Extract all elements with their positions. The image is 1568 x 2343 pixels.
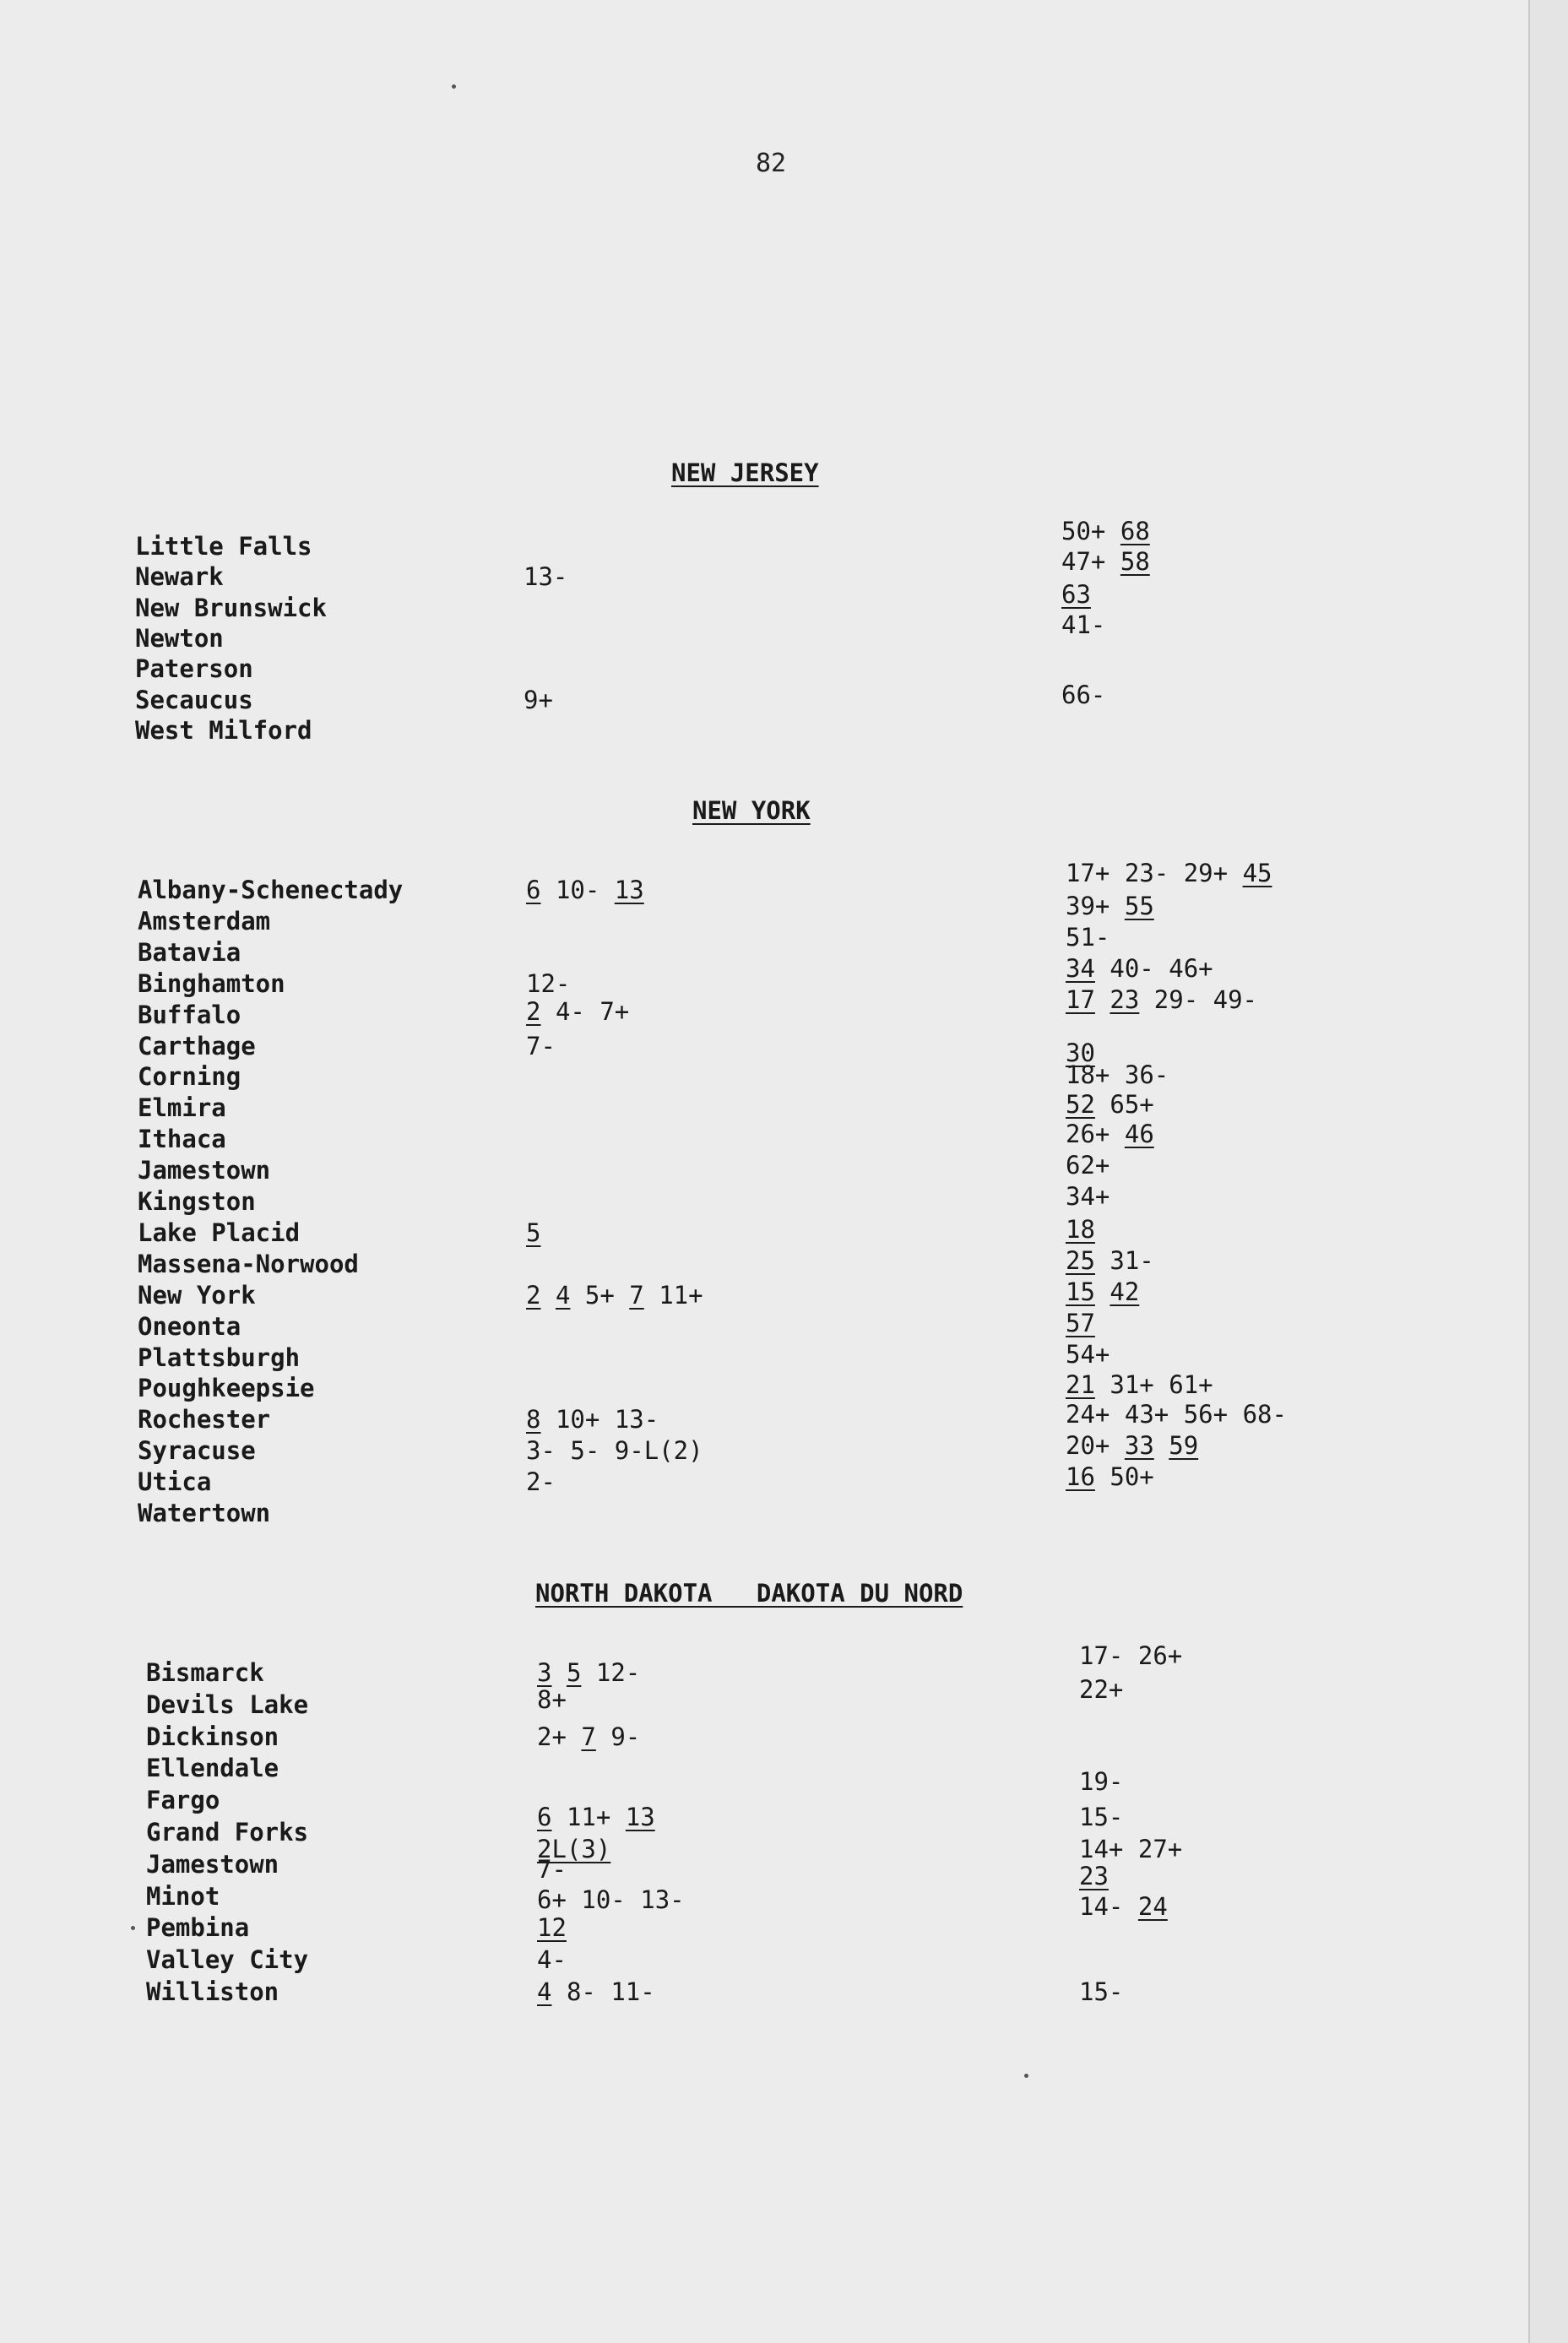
place-name: Pembina [146, 1913, 250, 1942]
code: 62+ [1066, 1151, 1110, 1180]
mid-codes [537, 1913, 567, 1942]
right-codes [1066, 1431, 1198, 1460]
underlined-code: 6 [526, 876, 541, 904]
underlined-code: 30 [1066, 1039, 1095, 1067]
right-codes [1066, 1246, 1154, 1275]
place-name: Utica [138, 1467, 212, 1496]
right-codes [1066, 1309, 1095, 1337]
place-name: Jamestown [146, 1850, 279, 1879]
underlined-code: 34 [1066, 954, 1095, 983]
underlined-code: 5 [526, 1218, 541, 1247]
right-codes [1066, 1277, 1139, 1306]
place-name: Batavia [138, 938, 241, 967]
place-name: Corning [138, 1062, 241, 1091]
code: 6+ [537, 1885, 567, 1914]
code: 12- [595, 1658, 641, 1687]
right-codes [1066, 1182, 1110, 1211]
code: 24+ [1066, 1400, 1110, 1429]
right-codes [1061, 547, 1150, 576]
underlined-code: 25 [1066, 1246, 1095, 1275]
place-name: Buffalo [138, 1001, 241, 1029]
code: 7- [537, 1855, 567, 1884]
place-name: Grand Forks [146, 1818, 309, 1847]
underlined-code: 7 [581, 1722, 596, 1751]
right-codes [1066, 892, 1154, 920]
code: 17+ [1066, 859, 1110, 887]
underlined-code: 23 [1110, 985, 1140, 1014]
code: 47+ [1061, 547, 1106, 576]
underlined-code: 57 [1066, 1309, 1095, 1337]
code: 43+ [1124, 1400, 1169, 1429]
right-codes [1066, 1215, 1095, 1244]
underlined-code: 59 [1169, 1431, 1199, 1460]
code: 4- [537, 1945, 567, 1974]
place-name: New Brunswick [135, 594, 327, 622]
underlined-code: 63 [1061, 580, 1091, 609]
right-codes [1061, 610, 1105, 639]
place-name: New York [138, 1281, 256, 1310]
code: 29+ [1183, 859, 1229, 887]
code: 49- [1213, 985, 1258, 1014]
code: 26+ [1137, 1641, 1183, 1670]
mid-codes [537, 1945, 567, 1974]
mid-codes [537, 1885, 685, 1914]
code: 9- [610, 1722, 641, 1751]
code: 61+ [1169, 1370, 1213, 1399]
place-name: Williston [146, 1977, 279, 2006]
code: 11+ [659, 1281, 703, 1310]
underlined-code: 24 [1137, 1892, 1168, 1921]
place-name: Massena-Norwood [138, 1250, 359, 1278]
right-codes [1079, 1862, 1109, 1890]
page-number: 82 [756, 149, 787, 178]
code: 9-L(2) [614, 1436, 703, 1465]
right-codes [1079, 1767, 1123, 1796]
code: 54+ [1066, 1340, 1110, 1369]
speck [452, 84, 456, 89]
right-codes [1079, 1675, 1123, 1704]
underlined-code: 23 [1079, 1862, 1109, 1890]
place-name: Carthage [138, 1032, 256, 1060]
underlined-code: 7 [629, 1281, 644, 1310]
code: 13- [524, 562, 568, 591]
code: 18+ [1066, 1060, 1110, 1089]
code: 17- [1079, 1641, 1124, 1670]
code: 65+ [1110, 1090, 1154, 1119]
place-name: Secaucus [135, 686, 253, 714]
code: 9+ [524, 686, 553, 714]
mid-codes [524, 686, 553, 714]
mid-codes [526, 997, 629, 1026]
code: 8- [566, 1977, 596, 2006]
code: 26+ [1066, 1120, 1110, 1148]
right-codes [1061, 580, 1091, 609]
underlined-code: 18 [1066, 1215, 1095, 1244]
code: 22+ [1079, 1675, 1124, 1704]
code: 5+ [584, 1281, 615, 1310]
place-name: Newark [135, 562, 224, 591]
code: 34+ [1066, 1182, 1110, 1211]
speck [1024, 2074, 1028, 2078]
right-codes [1066, 1151, 1110, 1180]
underlined-code: 4 [555, 1281, 571, 1310]
place-name: Little Falls [135, 532, 312, 561]
code: 10- [555, 876, 600, 904]
code: 8+ [537, 1685, 567, 1714]
code: 40- [1110, 954, 1154, 983]
mid-codes [526, 1032, 556, 1060]
place-name: Jamestown [138, 1156, 271, 1185]
code: 15- [1079, 1803, 1124, 1831]
underlined-code: 2L(3) [537, 1835, 611, 1863]
code: 31- [1110, 1246, 1154, 1275]
place-name: Syracuse [138, 1436, 256, 1465]
right-codes [1066, 1462, 1154, 1491]
underlined-code: 13 [625, 1803, 655, 1831]
code: 29- [1153, 985, 1199, 1014]
underlined-code: 13 [614, 876, 644, 904]
mid-codes [537, 1977, 655, 2006]
code: 68- [1242, 1400, 1287, 1429]
mid-codes [537, 1855, 567, 1884]
right-codes [1066, 985, 1257, 1014]
underlined-code: 2 [526, 1281, 541, 1310]
code: 11- [610, 1977, 655, 2006]
underlined-code: 12 [537, 1913, 567, 1942]
place-name: Dickinson [146, 1722, 279, 1751]
place-name: Binghamton [138, 969, 285, 998]
code: 11+ [566, 1803, 611, 1831]
underlined-code: 3 [537, 1658, 552, 1687]
right-codes [1079, 1977, 1123, 2006]
code: 23- [1124, 859, 1169, 887]
code: 14+ [1079, 1835, 1124, 1863]
right-codes [1079, 1892, 1168, 1921]
right-codes [1066, 923, 1110, 952]
place-name: Valley City [146, 1945, 309, 1974]
place-name: Newton [135, 624, 224, 653]
code: 13- [640, 1885, 685, 1914]
code: 2- [526, 1467, 556, 1496]
code: 7- [526, 1032, 556, 1060]
underlined-code: 4 [537, 1977, 552, 2006]
code: 3- [526, 1436, 556, 1465]
underlined-code: 52 [1066, 1090, 1095, 1119]
place-name: Kingston [138, 1187, 256, 1216]
right-codes [1061, 681, 1105, 709]
right-codes [1066, 1060, 1169, 1089]
code: 50+ [1061, 517, 1106, 545]
code: 41- [1061, 610, 1106, 639]
mid-codes [537, 1658, 640, 1687]
place-name: Ithaca [138, 1125, 226, 1153]
mid-codes [524, 562, 567, 591]
underlined-code: 17 [1066, 985, 1095, 1014]
mid-codes [526, 1281, 703, 1310]
mid-codes [526, 1467, 556, 1496]
place-name: Poughkeepsie [138, 1374, 315, 1402]
place-name: Fargo [146, 1786, 220, 1814]
right-codes [1066, 1370, 1213, 1399]
right-codes [1066, 859, 1272, 887]
place-name: Devils Lake [146, 1690, 309, 1719]
underlined-code: 55 [1124, 892, 1154, 920]
section-heading-new-jersey: NEW JERSEY [671, 458, 819, 487]
place-name: West Milford [135, 716, 312, 745]
right-codes [1066, 1400, 1287, 1429]
code: 7+ [600, 997, 630, 1026]
right-codes [1066, 954, 1213, 983]
underlined-code: 21 [1066, 1370, 1095, 1399]
code: 36- [1124, 1060, 1169, 1089]
code: 15- [1079, 1977, 1124, 2006]
right-codes [1079, 1641, 1182, 1670]
speck [131, 1926, 135, 1930]
code: 39+ [1066, 892, 1110, 920]
mid-codes [526, 876, 644, 904]
place-name: Albany-Schenectady [138, 876, 404, 904]
underlined-code: 2 [526, 997, 541, 1026]
mid-codes [537, 1803, 655, 1831]
place-name: Ellendale [146, 1754, 279, 1782]
mid-codes [526, 969, 570, 998]
underlined-code: 33 [1124, 1431, 1154, 1460]
place-name: Watertown [138, 1499, 271, 1527]
code: 46+ [1169, 954, 1213, 983]
mid-codes [537, 1685, 567, 1714]
section-heading-north-dakota: NORTH DAKOTA DAKOTA DU NORD [535, 1579, 963, 1608]
place-name: Amsterdam [138, 907, 271, 936]
place-name: Elmira [138, 1093, 226, 1122]
right-codes [1079, 1835, 1182, 1863]
code: 14- [1079, 1892, 1124, 1921]
underlined-code: 58 [1120, 547, 1150, 576]
place-name: Rochester [138, 1405, 271, 1434]
underlined-code: 45 [1242, 859, 1272, 887]
place-name: Paterson [135, 654, 253, 683]
code: 19- [1079, 1767, 1124, 1796]
place-name: Bismarck [146, 1658, 264, 1687]
underlined-code: 68 [1120, 517, 1150, 545]
code: 51- [1066, 923, 1110, 952]
right-codes [1079, 1803, 1123, 1831]
code: 66- [1061, 681, 1106, 709]
mid-codes [526, 1436, 703, 1465]
underlined-code: 8 [526, 1405, 541, 1434]
place-name: Minot [146, 1882, 220, 1911]
underlined-code: 15 [1066, 1277, 1095, 1306]
mid-codes [537, 1722, 640, 1751]
code: 2+ [537, 1722, 567, 1751]
code: 5- [570, 1436, 600, 1465]
code: 10- [581, 1885, 626, 1914]
code: 12- [526, 969, 571, 998]
place-name: Oneonta [138, 1312, 241, 1341]
code: 13- [614, 1405, 659, 1434]
underlined-code: 42 [1110, 1277, 1140, 1306]
place-name: Plattsburgh [138, 1343, 301, 1372]
code: 10+ [555, 1405, 600, 1434]
code: 27+ [1137, 1835, 1183, 1863]
right-codes [1066, 1340, 1110, 1369]
underlined-code: 5 [566, 1658, 582, 1687]
right-codes [1061, 517, 1150, 545]
place-name: Lake Placid [138, 1218, 301, 1247]
code: 56+ [1183, 1400, 1229, 1429]
section-heading-new-york: NEW YORK [692, 796, 811, 825]
underlined-code: 46 [1124, 1120, 1154, 1148]
code: 4- [555, 997, 585, 1026]
underlined-code: 6 [537, 1803, 552, 1831]
right-codes [1066, 1090, 1154, 1119]
page-edge [1530, 0, 1568, 2343]
code: 20+ [1066, 1431, 1110, 1460]
code: 31+ [1110, 1370, 1154, 1399]
mid-codes [526, 1218, 540, 1247]
right-codes [1066, 1120, 1154, 1148]
underlined-code: 16 [1066, 1462, 1095, 1491]
code: 50+ [1110, 1462, 1154, 1491]
mid-codes [526, 1405, 659, 1434]
